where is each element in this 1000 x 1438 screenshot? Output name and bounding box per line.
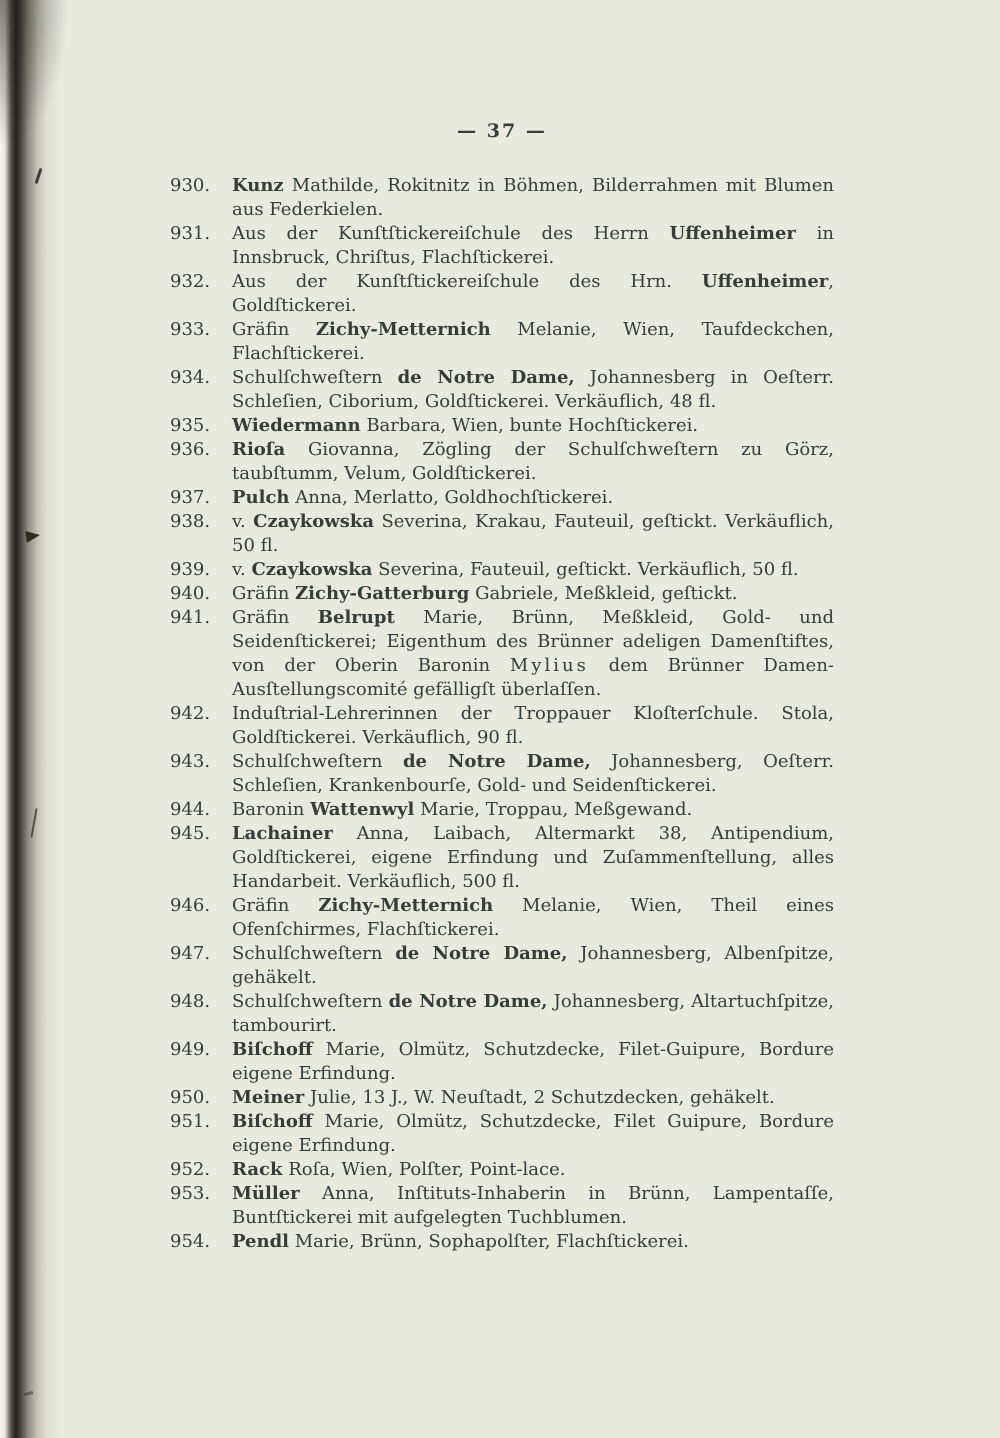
- catalog-entry-941: [170, 606, 834, 702]
- entry-text: [232, 991, 834, 1036]
- entry-segment: Gräfin: [232, 607, 318, 628]
- catalog-entry-947: [170, 942, 834, 990]
- entry-segment: Johannesberg, Albenſpitze, gehäkelt.: [232, 943, 834, 988]
- entry-number: 949.: [170, 1039, 211, 1060]
- entry-segment: Schulſchweſtern: [232, 991, 389, 1012]
- exhibitor-name: Wattenwyl: [310, 799, 415, 820]
- entry-number: 939.: [170, 559, 211, 580]
- exhibitor-name: Czaykowska: [251, 559, 373, 580]
- entry-number: 933.: [170, 319, 211, 340]
- entry-segment: Melanie, Wien, Taufdeckchen, Flachſtickerei.: [232, 319, 834, 364]
- entry-segment: , Goldſtickerei.: [232, 271, 834, 316]
- catalog-entry-938: [170, 510, 834, 558]
- entry-text: [232, 751, 834, 796]
- exhibitor-name: Uffenheimer: [669, 223, 796, 244]
- entry-segment: Marie, Brünn, Meßkleid, Gold- und Seidenſtickerei; Eigenthum des Brünner adeligen Damenſtiftes, von der Oberin Baronin: [232, 607, 834, 676]
- entry-segment: Baronin: [232, 799, 311, 820]
- entry-segment: Aus der Kunſtſtickereiſchule des Hrn.: [232, 271, 702, 292]
- exhibitor-name: de Notre Dame,: [402, 751, 591, 772]
- entry-segment: in Innsbruck, Chriſtus, Flachſtickerei.: [232, 223, 834, 268]
- entry-segment: Marie, Olmütz, Schutzdecke, Filet Guipure, Bordure eigene Erfindung.: [232, 1111, 834, 1156]
- entry-text: [232, 415, 698, 436]
- entry-segment: Anna, Inſtituts-Inhaberin in Brünn, Lampentaſſe, Buntſtickerei mit aufgelegten Tuchblumen.: [232, 1183, 834, 1228]
- entry-segment: Mathilde, Rokitnitz in Böhmen, Bilderrahmen mit Blumen aus Federkielen.: [232, 175, 834, 220]
- entry-segment: Giovanna, Zögling der Schulſchweſtern zu Görz, taubſtumm, Velum, Goldſtickerei.: [232, 439, 834, 484]
- entry-number: 930.: [170, 175, 211, 196]
- entry-segment: dem Brünner Damen-Ausſtellungscomité gefälligſt überlaſſen.: [232, 655, 834, 700]
- catalog-entry-951: [170, 1110, 834, 1158]
- catalog-entry-932: [170, 270, 834, 318]
- entry-number: 937.: [170, 487, 211, 508]
- catalog-entry-934: [170, 366, 834, 414]
- entry-segment: Johannesberg, Altartuchſpitze, tambourirt.: [232, 991, 835, 1036]
- catalog-entry-953: [170, 1182, 834, 1230]
- exhibitor-name: Rioſa: [232, 439, 286, 460]
- exhibitor-name: Wiedermann: [232, 415, 361, 436]
- entry-number: 942.: [170, 703, 211, 724]
- entry-number: 940.: [170, 583, 211, 604]
- exhibitor-name: Lachainer: [232, 823, 333, 844]
- catalog-entry-945: [170, 822, 834, 894]
- entry-segment: Marie, Olmütz, Schutzdecke, Filet-Guipure, Bordure eigene Erfindung.: [232, 1039, 834, 1084]
- catalog-entry-933: [170, 318, 834, 366]
- catalog-entry-930: [170, 174, 834, 222]
- exhibitor-name: Belrupt: [317, 607, 395, 628]
- entry-text: [232, 1183, 834, 1228]
- exhibitor-name: Biſchoff: [232, 1039, 313, 1060]
- entry-number: 947.: [170, 943, 211, 964]
- entry-text: [232, 943, 834, 988]
- exhibitor-name: Pulch: [232, 487, 290, 508]
- entry-number: 951.: [170, 1111, 211, 1132]
- exhibitor-name: Zichy-Metternich: [318, 895, 494, 916]
- entry-segment: Mylius: [509, 655, 589, 676]
- exhibitor-name: de Notre Dame,: [395, 943, 568, 964]
- page-number: — 37 —: [457, 120, 547, 142]
- entry-text: [232, 271, 834, 316]
- entry-text: [232, 175, 834, 220]
- exhibitor-name: Uffenheimer: [701, 271, 829, 292]
- entry-text: [232, 1111, 834, 1156]
- entry-text: [232, 487, 613, 508]
- catalog-entry-954: [170, 1230, 834, 1254]
- entry-segment: Gräfin: [232, 895, 319, 916]
- catalog-entry-949: [170, 1038, 834, 1086]
- entry-segment: Anna, Merlatto, Goldhochſtickerei.: [289, 487, 614, 508]
- entry-number: 943.: [170, 751, 211, 772]
- entry-text: [232, 823, 834, 892]
- catalog-entry-939: [170, 558, 834, 582]
- entry-segment: Johannesberg in Oeſterr. Schleſien, Ciborium, Goldſtickerei. Verkäuflich, 48 fl.: [232, 367, 834, 412]
- exhibitor-name: Müller: [232, 1183, 300, 1204]
- catalog-entry-937: [170, 486, 834, 510]
- entry-number: 944.: [170, 799, 211, 820]
- entry-number: 934.: [170, 367, 211, 388]
- entry-segment: Marie, Brünn, Sophapolſter, Flachſtickerei.: [289, 1231, 689, 1252]
- entry-segment: Gabriele, Meßkleid, geſtickt.: [469, 583, 738, 604]
- entry-text: [232, 319, 834, 364]
- entry-text: [232, 607, 834, 700]
- entry-segment: Melanie, Wien, Theil eines Ofenſchirmes, Flachſtickerei.: [232, 895, 834, 940]
- entry-number: 946.: [170, 895, 211, 916]
- entry-text: [232, 367, 834, 412]
- exhibitor-name: Meiner: [232, 1087, 305, 1108]
- entry-segment: Schulſchweſtern: [232, 751, 403, 772]
- exhibitor-name: Kunz: [232, 175, 284, 196]
- entry-text: [232, 583, 737, 604]
- catalog-entry-931: [170, 222, 834, 270]
- entry-text: [232, 439, 834, 484]
- entry-text: [232, 511, 834, 556]
- entry-segment: v.: [232, 511, 254, 532]
- entry-text: [232, 559, 799, 580]
- entry-segment: Aus der Kunſtſtickereiſchule des Herrn: [232, 223, 670, 244]
- catalog-entry-952: [170, 1158, 834, 1182]
- entry-segment: Gräfin: [232, 583, 296, 604]
- entry-number: 945.: [170, 823, 211, 844]
- entry-segment: Severina, Krakau, Fauteuil, geſtickt. Verkäuflich, 50 fl.: [232, 511, 834, 556]
- exhibitor-name: Pendl: [232, 1231, 290, 1252]
- exhibitor-name: Zichy-Gatterburg: [295, 583, 470, 604]
- exhibitor-name: Biſchoff: [232, 1111, 313, 1132]
- entry-text: [232, 703, 834, 748]
- entry-text: [232, 1087, 775, 1108]
- entry-segment: Severina, Fauteuil, geſtickt. Verkäuflich, 50 fl.: [372, 559, 799, 580]
- catalog-entry-944: [170, 798, 834, 822]
- entry-text: [232, 1039, 834, 1084]
- entry-segment: Johannesberg, Oeſterr. Schleſien, Krankenbourſe, Gold- und Seidenſtickerei.: [232, 751, 834, 796]
- catalog-entry-948: [170, 990, 834, 1038]
- entry-number: 941.: [170, 607, 211, 628]
- entry-segment: Marie, Troppau, Meßgewand.: [414, 799, 693, 820]
- entry-segment: Roſa, Wien, Polſter, Point-lace.: [282, 1159, 566, 1180]
- catalog-entry-943: [170, 750, 834, 798]
- entry-segment: v.: [232, 559, 252, 580]
- exhibitor-name: de Notre Dame,: [397, 367, 575, 388]
- catalog-entry-950: [170, 1086, 834, 1110]
- entry-number: 954.: [170, 1231, 211, 1252]
- entries-list: [170, 174, 834, 1254]
- exhibitor-name: Czaykowska: [253, 511, 375, 532]
- entry-number: 948.: [170, 991, 211, 1012]
- entry-segment: Schulſchweſtern: [232, 943, 396, 964]
- entry-segment: Anna, Laibach, Altermarkt 38, Antipendium, Goldſtickerei, eigene Erfindung und Zuſammenſtellung, alles Handarbeit. Verkäuflich, 500 fl.: [232, 823, 834, 892]
- entry-text: [232, 1231, 689, 1252]
- catalog-entry-942: [170, 702, 834, 750]
- entry-number: 935.: [170, 415, 211, 436]
- entry-text: [232, 223, 834, 268]
- exhibitor-name: de Notre Dame,: [388, 991, 548, 1012]
- catalog-entry-935: [170, 414, 834, 438]
- entry-segment: Schulſchweſtern: [232, 367, 398, 388]
- entry-number: 932.: [170, 271, 211, 292]
- entry-number: 938.: [170, 511, 211, 532]
- exhibitor-name: Rack: [232, 1159, 283, 1180]
- entry-text: [232, 799, 692, 820]
- entry-segment: Barbara, Wien, bunte Hochſtickerei.: [360, 415, 699, 436]
- catalog-entry-940: [170, 582, 834, 606]
- entry-number: 953.: [170, 1183, 211, 1204]
- entry-text: [232, 895, 834, 940]
- entry-number: 952.: [170, 1159, 211, 1180]
- entry-number: 936.: [170, 439, 211, 460]
- entry-segment: Gräfin: [232, 319, 316, 340]
- entry-segment: Julie, 13 J., W. Neuſtadt, 2 Schutzdecken, gehäkelt.: [304, 1087, 775, 1108]
- catalog-entry-946: [170, 894, 834, 942]
- entry-number: 950.: [170, 1087, 211, 1108]
- entry-segment: Induſtrial-Lehrerinnen der Troppauer Kloſterſchule. Stola, Goldſtickerei. Verkäuflich, 90 fl.: [232, 703, 834, 748]
- entry-number: 931.: [170, 223, 211, 244]
- catalog-entry-936: [170, 438, 834, 486]
- exhibitor-name: Zichy-Metternich: [315, 319, 491, 340]
- entry-text: [232, 1159, 565, 1180]
